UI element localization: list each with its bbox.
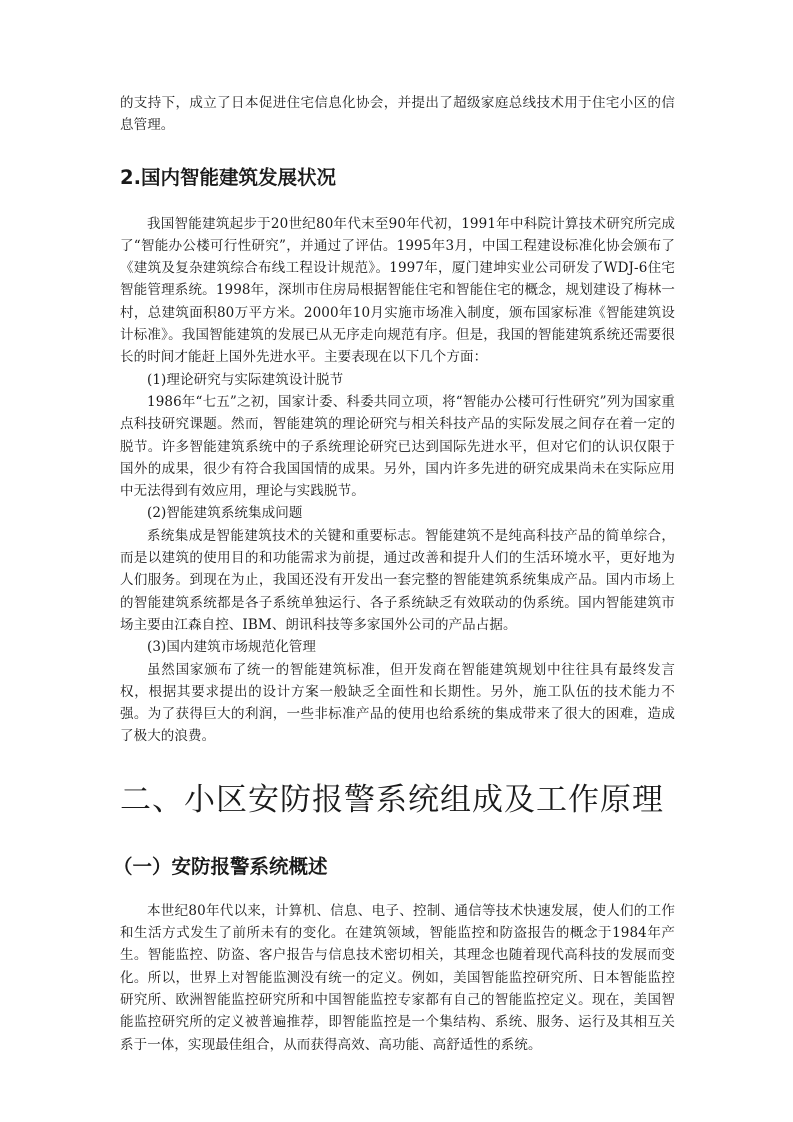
chapter-heading: 二、小区安防报警系统组成及工作原理 bbox=[120, 781, 664, 818]
item-title-1: (1)理论研究与实际建筑设计脱节 bbox=[147, 371, 344, 388]
document-page bbox=[113, 92, 675, 1056]
intro-paragraph: 的支持下，成立了日本促进住宅信息化协会，并提出了超级家庭总线技术用于住宅小区的信息管理。 bbox=[120, 95, 675, 134]
subsection-paragraph-overview: 本世纪80年代以来，计算机、信息、电子、控制、通信等技术快速发展，使人们的工作和生活方式发生了前所未有的变化。在建筑领域，智能监控和防盗报告的概念于1984年产生。智能监控、防盗、客户报告与信息技术密切相关，其理念也随着现代高科技的发展而变化。所以，世界上对智能监测没有统一的定义。例如，美国智能监控研究所、日本智能监控研究所、欧洲智能监控研究所和中国智能监控专家都有自己的智能监控定义。现在，美国智能监控研究所的定义被普遍推荐，即智能监控是一个集结构、系统、服务、运行及其相互关系于一体，实现最佳组合，从而获得高效、高功能、高舒适性的系统。 bbox=[120, 902, 675, 1053]
item-body-2: 系统集成是智能建筑技术的关键和重要标志。智能建筑不是纯高科技产品的简单综合，而是以建筑的使用目的和功能需求为前提，通过改善和提升人们的生活环境水平，更好地为人们服务。到现在为止，我国还没有开发出一套完整的智能建筑系统集成产品。国内市场上的智能建筑系统都是各子系统单独运行、各子系统缺乏有效联动的伪系统。国内智能建筑市场主要由江森自控、IBM、朗讯科技等多家国外公司的产品占据。 bbox=[120, 527, 675, 633]
item-body-1: 1986年“七五”之初，国家计委、科委共同立项，将“智能办公楼可行性研究”列为国家重点科技研究课题。然而，智能建筑的理论研究与相关科技产品的实际发展之间存在着一定的脱节。许多智能建筑系统中的子系统理论研究已达到国际先进水平，但对它们的认识仅限于国外的成果，很少有符合我国国情的成果。另外，国内许多先进的研究成果尚未在实际应用中无法得到有效应用，理论与实践脱节。 bbox=[120, 393, 675, 500]
section-paragraph-domestic: 我国智能建筑起步于20世纪80年代末至90年代初，1991年中科院计算技术研究所完成了“智能办公楼可行性研究”，并通过了评估。1995年3月，中国工程建设标准化协会颁布了《建筑及复杂建筑综合布线工程设计规范》。1997年，厦门建坤实业公司研发了WDJ-6住宅智能管理系统。1998年，深圳市住房局根据智能住宅和智能住宅的概念，规划建设了梅林一村，总建筑面积80万平方米。2000年10月实施市场准入制度，颁布国家标准《智能建筑设计标准》。我国智能建筑的发展已从无序走向规范有序。但是，我国的智能建筑系统还需要很长的时间才能赶上国外先进水平。主要表现在以下几个方面： bbox=[120, 215, 675, 366]
section-heading-domestic-development: 2.国内智能建筑发展状况 bbox=[120, 165, 336, 189]
item-body-3: 虽然国家颁布了统一的智能建筑标准，但开发商在智能建筑规划中往往具有最终发言权，根据其要求提出的设计方案一般缺乏全面性和长期性。另外，施工队伍的技术能力不强。为了获得巨大的利润，一些非标准产品的使用也给系统的集成带来了很大的困难，造成了极大的浪费。 bbox=[120, 661, 675, 745]
subsection-heading-overview: （一）安防报警系统概述 bbox=[113, 854, 328, 878]
item-title-2: (2)智能建筑系统集成问题 bbox=[147, 505, 303, 522]
item-title-3: (3)国内建筑市场规范化管理 bbox=[147, 639, 317, 656]
